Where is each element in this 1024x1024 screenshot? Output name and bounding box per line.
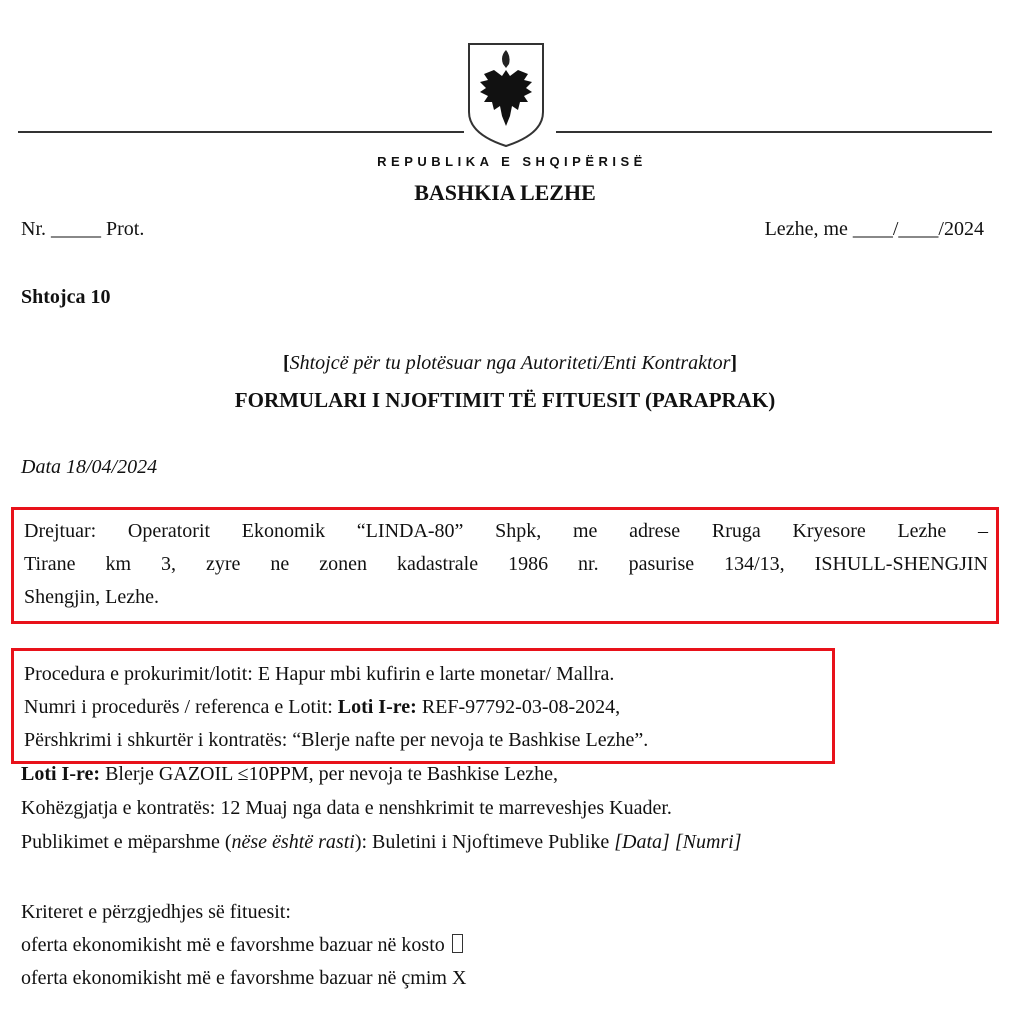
procedure-reference — [24, 691, 832, 724]
place-date: Lezhe, me ____/____/2024 — [764, 218, 984, 240]
lot-description — [21, 758, 742, 791]
municipality-name: BASHKIA LEZHE — [414, 180, 596, 205]
contract-duration: Kohëzgjatja e kontratës: 12 Muaj nga data e nenshkrimit te marreveshjes Kuader. — [21, 797, 672, 819]
country-name: REPUBLIKA E SHQIPËRISË — [377, 154, 647, 169]
criteria-heading: Kriteret e përzgjedhjes së fituesit: — [21, 901, 291, 923]
reference-label: Numri i procedurës / referenca e Lotit: — [24, 696, 338, 718]
checkbox-checked-mark[interactable]: X — [451, 967, 467, 989]
procedure-box — [11, 648, 835, 764]
pub-placeholders: [Data] [Numri] — [614, 831, 742, 853]
criteria-option-cost — [21, 929, 466, 962]
lot-label: Loti I-re: — [21, 763, 101, 785]
addressee-line: Drejtuar: Operatorit Ekonomik “LINDA-80” Shpk, me adrese Rruga Kryesore Lezhe – — [24, 520, 988, 542]
contract-description: Përshkrimi i shkurtër i kontratës: “Blerje nafte per nevoja te Bashkise Lezhe”. — [24, 729, 649, 751]
pub-prefix: Publikimet e mëparshme ( — [21, 831, 232, 853]
addressee-line: Shengjin, Lezhe. — [24, 586, 159, 608]
previous-publications — [21, 826, 742, 859]
option-label: oferta ekonomikisht më e favorshme bazuar në kosto — [21, 934, 445, 956]
pub-middle: ): Buletini i Njoftimeve Publike — [354, 831, 615, 853]
pub-italic: nëse është rasti — [231, 831, 355, 853]
details — [21, 758, 742, 859]
reference-value: REF-97792-03-08-2024, — [416, 696, 621, 718]
criteria-option-price — [21, 962, 466, 995]
header-rule-right — [556, 131, 992, 133]
selection-criteria — [21, 896, 466, 995]
coat-of-arms-logo — [466, 42, 546, 148]
protocol-number — [21, 218, 144, 241]
form-title: FORMULARI I NJOFTIMIT TË FITUESIT (PARAPRAK) — [234, 388, 776, 412]
header-rule-left — [18, 131, 464, 133]
subtitle — [0, 352, 1020, 375]
addressee-line: Tirane km 3, zyre ne zonen kadastrale 1986 nr. pasurise 134/13, ISHULL-SHENGJIN — [24, 553, 988, 575]
prot-label: Prot. — [106, 218, 145, 240]
option-label: oferta ekonomikisht më e favorshme bazuar në çmim — [21, 967, 447, 989]
lot-text: Blerje GAZOIL ≤10PPM, per nevoja te Bashkise Lezhe, — [100, 763, 558, 785]
procedure-type: Procedura e prokurimit/lotit: E Hapur mbi kufirin e larte monetar/ Mallra. — [24, 663, 615, 685]
bracket-close: ] — [730, 352, 738, 374]
nr-blank: _____ — [51, 218, 101, 240]
date-line: Data 18/04/2024 — [21, 456, 158, 478]
bracket-open: [ — [282, 352, 290, 374]
nr-label: Nr. — [21, 218, 46, 240]
subtitle-text: Shtojcë për tu plotësuar nga Autoriteti/Enti Kontraktor — [289, 352, 731, 374]
checkbox-empty-icon[interactable] — [452, 934, 463, 953]
lot-label: Loti I-re: — [337, 696, 417, 718]
annex-label: Shtojca 10 — [21, 286, 111, 308]
addressee-box — [11, 507, 999, 624]
